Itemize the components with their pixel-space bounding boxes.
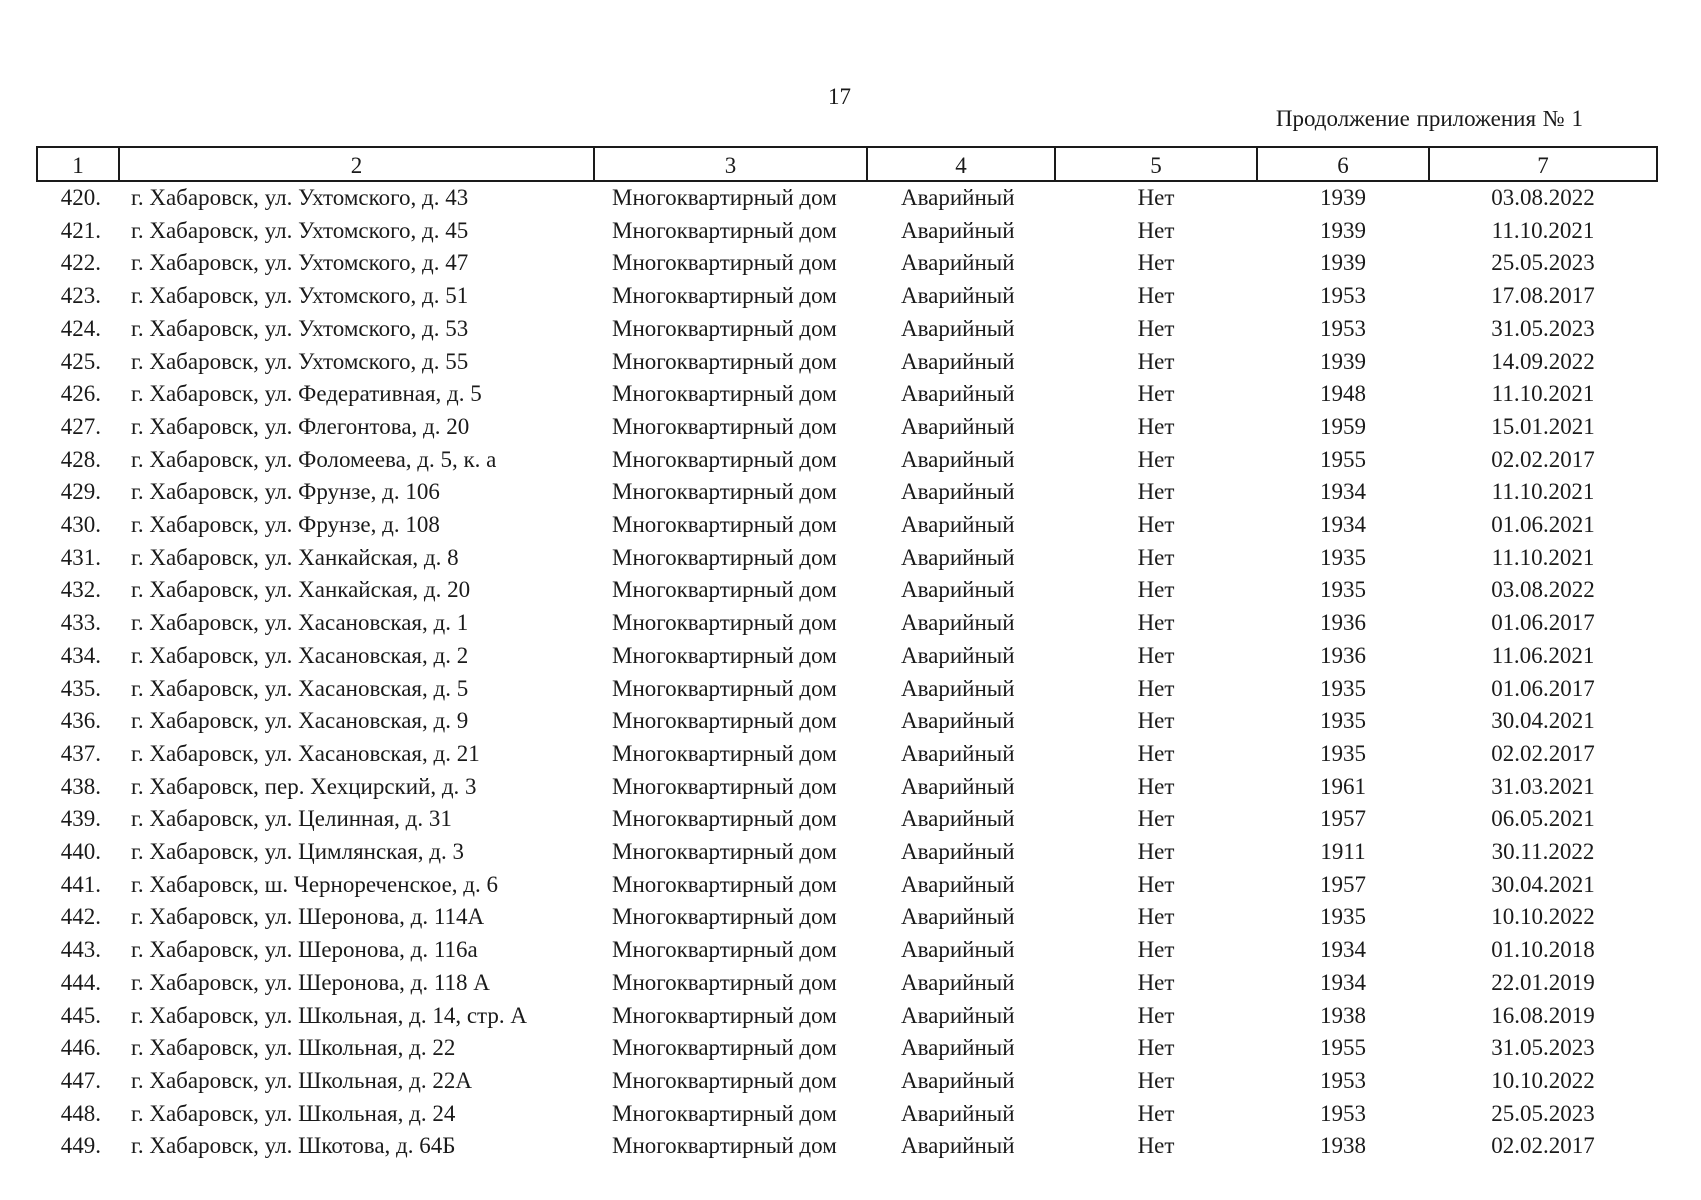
cell-year-built: 1935 (1320, 708, 1366, 734)
cell-status: Нет (1137, 217, 1175, 243)
cell-building-type: Многоквартирный дом (612, 315, 837, 341)
table-row (37, 607, 1657, 640)
cell-address: г. Хабаровск, ул. Фоломеева, д. 5, к. а (131, 446, 497, 472)
cell-row-number: 420. (60, 185, 101, 210)
cell-condition: Аварийный (901, 348, 1015, 374)
cell-row-number: 427. (60, 413, 101, 439)
column-header-6: 6 (1257, 147, 1429, 181)
cell-row-number: 447. (60, 1067, 101, 1093)
table-row (37, 1065, 1657, 1098)
table-row (37, 247, 1657, 280)
table-row (37, 280, 1657, 313)
cell-row-number: 446. (60, 1035, 101, 1061)
cell-building-type: Многоквартирный дом (612, 479, 837, 505)
cell-building-type: Многоквартирный дом (612, 675, 837, 701)
cell-year-built: 1939 (1320, 217, 1366, 243)
column-header-4: 4 (867, 147, 1055, 181)
cell-building-type: Многоквартирный дом (612, 577, 837, 603)
cell-date: 30.04.2021 (1491, 871, 1595, 897)
cell-building-type: Многоквартирный дом (612, 642, 837, 668)
cell-building-type: Многоквартирный дом (612, 217, 837, 243)
page-number: 17 (828, 84, 851, 109)
cell-year-built: 1939 (1320, 348, 1366, 374)
cell-condition: Аварийный (901, 1100, 1015, 1126)
cell-building-type: Многоквартирный дом (612, 185, 837, 210)
cell-date: 02.02.2017 (1491, 740, 1595, 766)
cell-status: Нет (1137, 577, 1175, 603)
housing-registry-table (36, 146, 1658, 1163)
cell-condition: Аварийный (901, 969, 1015, 995)
table-row (37, 313, 1657, 346)
cell-building-type: Многоквартирный дом (612, 806, 837, 832)
table-row (37, 378, 1657, 411)
cell-condition: Аварийный (901, 446, 1015, 472)
table-row (37, 574, 1657, 607)
column-header-7: 7 (1429, 147, 1657, 181)
table-row (37, 476, 1657, 509)
cell-condition: Аварийный (901, 740, 1015, 766)
cell-building-type: Многоквартирный дом (612, 512, 837, 538)
table-row (37, 673, 1657, 706)
cell-year-built: 1935 (1320, 675, 1366, 701)
cell-status: Нет (1137, 610, 1175, 636)
cell-year-built: 1961 (1320, 773, 1366, 799)
cell-building-type: Многоквартирный дом (612, 283, 837, 309)
cell-condition: Аварийный (901, 1133, 1015, 1159)
cell-row-number: 443. (60, 937, 101, 963)
cell-status: Нет (1137, 969, 1175, 995)
cell-condition: Аварийный (901, 250, 1015, 276)
cell-building-type: Многоквартирный дом (612, 1100, 837, 1126)
table-row (37, 411, 1657, 444)
cell-date: 10.10.2022 (1491, 1067, 1595, 1093)
cell-address: г. Хабаровск, ул. Ухтомского, д. 55 (131, 348, 469, 374)
cell-date: 11.10.2021 (1491, 544, 1595, 570)
cell-condition: Аварийный (901, 185, 1015, 210)
table-row (37, 738, 1657, 771)
cell-status: Нет (1137, 675, 1175, 701)
cell-building-type: Многоквартирный дом (612, 1133, 837, 1159)
cell-address: г. Хабаровск, ул. Школьная, д. 24 (131, 1100, 456, 1126)
cell-building-type: Многоквартирный дом (612, 969, 837, 995)
cell-year-built: 1911 (1320, 839, 1366, 865)
cell-condition: Аварийный (901, 1002, 1015, 1028)
cell-date: 31.03.2021 (1491, 773, 1595, 799)
cell-condition: Аварийный (901, 839, 1015, 865)
cell-building-type: Многоквартирный дом (612, 773, 837, 799)
cell-year-built: 1936 (1320, 610, 1366, 636)
cell-row-number: 426. (60, 381, 101, 407)
cell-address: г. Хабаровск, ул. Шкотова, д. 64Б (131, 1133, 456, 1159)
table-row (37, 640, 1657, 673)
cell-date: 03.08.2022 (1491, 185, 1595, 210)
cell-status: Нет (1137, 1100, 1175, 1126)
cell-address: г. Хабаровск, ул. Хасановская, д. 2 (131, 642, 469, 668)
cell-year-built: 1939 (1320, 185, 1366, 210)
cell-status: Нет (1137, 479, 1175, 505)
cell-condition: Аварийный (901, 315, 1015, 341)
cell-date: 11.10.2021 (1491, 381, 1595, 407)
cell-year-built: 1957 (1320, 871, 1366, 897)
cell-date: 31.05.2023 (1491, 315, 1595, 341)
cell-row-number: 434. (60, 642, 101, 668)
table-row (37, 836, 1657, 869)
cell-building-type: Многоквартирный дом (612, 904, 837, 930)
table-body (37, 181, 1657, 1163)
table-row (37, 934, 1657, 967)
cell-condition: Аварийный (901, 479, 1015, 505)
appendix-continuation-label: Продолжение приложения № 1 (1275, 106, 1583, 131)
cell-row-number: 424. (60, 315, 101, 341)
cell-address: г. Хабаровск, ул. Фрунзе, д. 108 (131, 512, 440, 538)
cell-status: Нет (1137, 937, 1175, 963)
cell-date: 30.11.2022 (1491, 839, 1595, 865)
cell-condition: Аварийный (901, 413, 1015, 439)
cell-building-type: Многоквартирный дом (612, 708, 837, 734)
cell-row-number: 444. (60, 969, 101, 995)
cell-date: 01.06.2021 (1491, 512, 1595, 538)
cell-building-type: Многоквартирный дом (612, 1067, 837, 1093)
cell-year-built: 1934 (1320, 479, 1366, 505)
cell-row-number: 432. (60, 577, 101, 603)
cell-status: Нет (1137, 839, 1175, 865)
cell-year-built: 1959 (1320, 413, 1366, 439)
table-row (37, 1000, 1657, 1033)
cell-row-number: 437. (60, 740, 101, 766)
table-row (37, 215, 1657, 248)
cell-date: 10.10.2022 (1491, 904, 1595, 930)
cell-address: г. Хабаровск, ул. Ухтомского, д. 47 (131, 250, 469, 276)
cell-row-number: 430. (60, 512, 101, 538)
cell-row-number: 423. (60, 283, 101, 309)
cell-building-type: Многоквартирный дом (612, 544, 837, 570)
cell-row-number: 442. (60, 904, 101, 930)
cell-year-built: 1935 (1320, 544, 1366, 570)
table-row (37, 542, 1657, 575)
cell-row-number: 436. (60, 708, 101, 734)
cell-status: Нет (1137, 1133, 1175, 1159)
cell-status: Нет (1137, 185, 1175, 210)
cell-address: г. Хабаровск, ул. Хасановская, д. 21 (131, 740, 480, 766)
table-row (37, 181, 1657, 215)
cell-year-built: 1934 (1320, 937, 1366, 963)
cell-status: Нет (1137, 283, 1175, 309)
cell-date: 16.08.2019 (1491, 1002, 1595, 1028)
cell-address: г. Хабаровск, ул. Ухтомского, д. 45 (131, 217, 469, 243)
table-row (37, 509, 1657, 542)
cell-year-built: 1955 (1320, 446, 1366, 472)
cell-address: г. Хабаровск, пер. Хехцирский, д. 3 (131, 773, 477, 799)
cell-row-number: 422. (60, 250, 101, 276)
cell-condition: Аварийный (901, 1067, 1015, 1093)
cell-condition: Аварийный (901, 610, 1015, 636)
cell-status: Нет (1137, 1002, 1175, 1028)
cell-date: 25.05.2023 (1491, 1100, 1595, 1126)
cell-date: 15.01.2021 (1491, 413, 1595, 439)
cell-address: г. Хабаровск, ул. Флегонтова, д. 20 (131, 413, 470, 439)
cell-condition: Аварийный (901, 1035, 1015, 1061)
cell-date: 25.05.2023 (1491, 250, 1595, 276)
cell-address: г. Хабаровск, ул. Школьная, д. 22 (131, 1035, 456, 1061)
table-row (37, 1032, 1657, 1065)
cell-status: Нет (1137, 642, 1175, 668)
cell-address: г. Хабаровск, ул. Хасановская, д. 9 (131, 708, 469, 734)
cell-building-type: Многоквартирный дом (612, 381, 837, 407)
cell-condition: Аварийный (901, 544, 1015, 570)
cell-condition: Аварийный (901, 806, 1015, 832)
cell-row-number: 429. (60, 479, 101, 505)
cell-row-number: 438. (60, 773, 101, 799)
cell-status: Нет (1137, 1067, 1175, 1093)
cell-status: Нет (1137, 773, 1175, 799)
cell-year-built: 1935 (1320, 904, 1366, 930)
cell-date: 01.06.2017 (1491, 675, 1595, 701)
cell-building-type: Многоквартирный дом (612, 740, 837, 766)
cell-address: г. Хабаровск, ул. Ухтомского, д. 51 (131, 283, 469, 309)
cell-condition: Аварийный (901, 642, 1015, 668)
cell-date: 03.08.2022 (1491, 577, 1595, 603)
cell-row-number: 421. (60, 217, 101, 243)
cell-address: г. Хабаровск, ул. Шеронова, д. 118 А (131, 969, 490, 995)
cell-building-type: Многоквартирный дом (612, 1002, 837, 1028)
cell-row-number: 433. (60, 610, 101, 636)
cell-row-number: 425. (60, 348, 101, 374)
cell-year-built: 1935 (1320, 577, 1366, 603)
cell-address: г. Хабаровск, ул. Целинная, д. 31 (131, 806, 452, 832)
cell-address: г. Хабаровск, ул. Ханкайская, д. 8 (131, 544, 459, 570)
cell-address: г. Хабаровск, ул. Шеронова, д. 116а (131, 937, 478, 963)
cell-row-number: 435. (60, 675, 101, 701)
cell-address: г. Хабаровск, ул. Шеронова, д. 114А (131, 904, 485, 930)
cell-status: Нет (1137, 904, 1175, 930)
cell-status: Нет (1137, 708, 1175, 734)
column-header-3: 3 (594, 147, 867, 181)
cell-year-built: 1955 (1320, 1035, 1366, 1061)
cell-address: г. Хабаровск, ул. Школьная, д. 14, стр. А (131, 1002, 527, 1028)
cell-status: Нет (1137, 348, 1175, 374)
cell-year-built: 1935 (1320, 740, 1366, 766)
table-row (37, 705, 1657, 738)
cell-condition: Аварийный (901, 577, 1015, 603)
cell-condition: Аварийный (901, 217, 1015, 243)
table-row (37, 771, 1657, 804)
cell-condition: Аварийный (901, 871, 1015, 897)
cell-row-number: 428. (60, 446, 101, 472)
cell-date: 22.01.2019 (1491, 969, 1595, 995)
cell-building-type: Многоквартирный дом (612, 839, 837, 865)
cell-date: 02.02.2017 (1491, 446, 1595, 472)
cell-date: 02.02.2017 (1491, 1133, 1595, 1159)
cell-row-number: 440. (60, 839, 101, 865)
cell-address: г. Хабаровск, ул. Хасановская, д. 5 (131, 675, 469, 701)
cell-year-built: 1953 (1320, 315, 1366, 341)
cell-date: 31.05.2023 (1491, 1035, 1595, 1061)
cell-status: Нет (1137, 512, 1175, 538)
cell-condition: Аварийный (901, 904, 1015, 930)
cell-status: Нет (1137, 381, 1175, 407)
cell-address: г. Хабаровск, ул. Цимлянская, д. 3 (131, 839, 465, 865)
cell-date: 14.09.2022 (1491, 348, 1595, 374)
cell-date: 01.06.2017 (1491, 610, 1595, 636)
table-row (37, 901, 1657, 934)
cell-year-built: 1939 (1320, 250, 1366, 276)
cell-year-built: 1953 (1320, 1067, 1366, 1093)
cell-year-built: 1938 (1320, 1002, 1366, 1028)
cell-address: г. Хабаровск, ул. Школьная, д. 22А (131, 1067, 472, 1093)
cell-date: 30.04.2021 (1491, 708, 1595, 734)
cell-building-type: Многоквартирный дом (612, 413, 837, 439)
cell-year-built: 1948 (1320, 381, 1366, 407)
cell-building-type: Многоквартирный дом (612, 610, 837, 636)
cell-condition: Аварийный (901, 283, 1015, 309)
cell-address: г. Хабаровск, ул. Ухтомского, д. 53 (131, 315, 469, 341)
cell-row-number: 431. (60, 544, 101, 570)
table-row (37, 803, 1657, 836)
cell-date: 06.05.2021 (1491, 806, 1595, 832)
cell-status: Нет (1137, 315, 1175, 341)
cell-building-type: Многоквартирный дом (612, 348, 837, 374)
cell-condition: Аварийный (901, 708, 1015, 734)
cell-address: г. Хабаровск, ул. Фрунзе, д. 106 (131, 479, 440, 505)
cell-address: г. Хабаровск, ул. Ханкайская, д. 20 (131, 577, 471, 603)
table-row (37, 444, 1657, 477)
cell-date: 11.10.2021 (1491, 217, 1595, 243)
cell-status: Нет (1137, 806, 1175, 832)
cell-date: 11.06.2021 (1491, 642, 1595, 668)
cell-date: 01.10.2018 (1491, 937, 1595, 963)
table-row (37, 346, 1657, 379)
cell-address: г. Хабаровск, ул. Хасановская, д. 1 (131, 610, 469, 636)
cell-row-number: 445. (60, 1002, 101, 1028)
cell-condition: Аварийный (901, 937, 1015, 963)
cell-condition: Аварийный (901, 675, 1015, 701)
table-row (37, 869, 1657, 902)
table-row (37, 1130, 1657, 1163)
cell-condition: Аварийный (901, 512, 1015, 538)
cell-year-built: 1957 (1320, 806, 1366, 832)
cell-address: г. Хабаровск, ул. Ухтомского, д. 43 (131, 185, 469, 210)
cell-row-number: 439. (60, 806, 101, 832)
cell-year-built: 1934 (1320, 969, 1366, 995)
cell-status: Нет (1137, 446, 1175, 472)
cell-status: Нет (1137, 740, 1175, 766)
header-row (37, 147, 1657, 181)
cell-building-type: Многоквартирный дом (612, 871, 837, 897)
cell-address: г. Хабаровск, ш. Чернореченское, д. 6 (131, 871, 498, 897)
cell-status: Нет (1137, 413, 1175, 439)
cell-date: 11.10.2021 (1491, 479, 1595, 505)
cell-year-built: 1938 (1320, 1133, 1366, 1159)
cell-status: Нет (1137, 871, 1175, 897)
cell-date: 17.08.2017 (1491, 283, 1595, 309)
cell-year-built: 1934 (1320, 512, 1366, 538)
cell-status: Нет (1137, 250, 1175, 276)
cell-year-built: 1953 (1320, 283, 1366, 309)
cell-condition: Аварийный (901, 381, 1015, 407)
column-header-1: 1 (37, 147, 119, 181)
cell-year-built: 1936 (1320, 642, 1366, 668)
cell-building-type: Многоквартирный дом (612, 1035, 837, 1061)
cell-address: г. Хабаровск, ул. Федеративная, д. 5 (131, 381, 482, 407)
cell-status: Нет (1137, 1035, 1175, 1061)
cell-status: Нет (1137, 544, 1175, 570)
cell-condition: Аварийный (901, 773, 1015, 799)
cell-building-type: Многоквартирный дом (612, 250, 837, 276)
column-header-2: 2 (119, 147, 594, 181)
cell-building-type: Многоквартирный дом (612, 446, 837, 472)
cell-building-type: Многоквартирный дом (612, 937, 837, 963)
cell-row-number: 441. (60, 871, 101, 897)
cell-row-number: 449. (60, 1133, 101, 1159)
table-row (37, 1098, 1657, 1131)
table-row (37, 967, 1657, 1000)
cell-year-built: 1953 (1320, 1100, 1366, 1126)
column-header-5: 5 (1055, 147, 1257, 181)
cell-row-number: 448. (60, 1100, 101, 1126)
